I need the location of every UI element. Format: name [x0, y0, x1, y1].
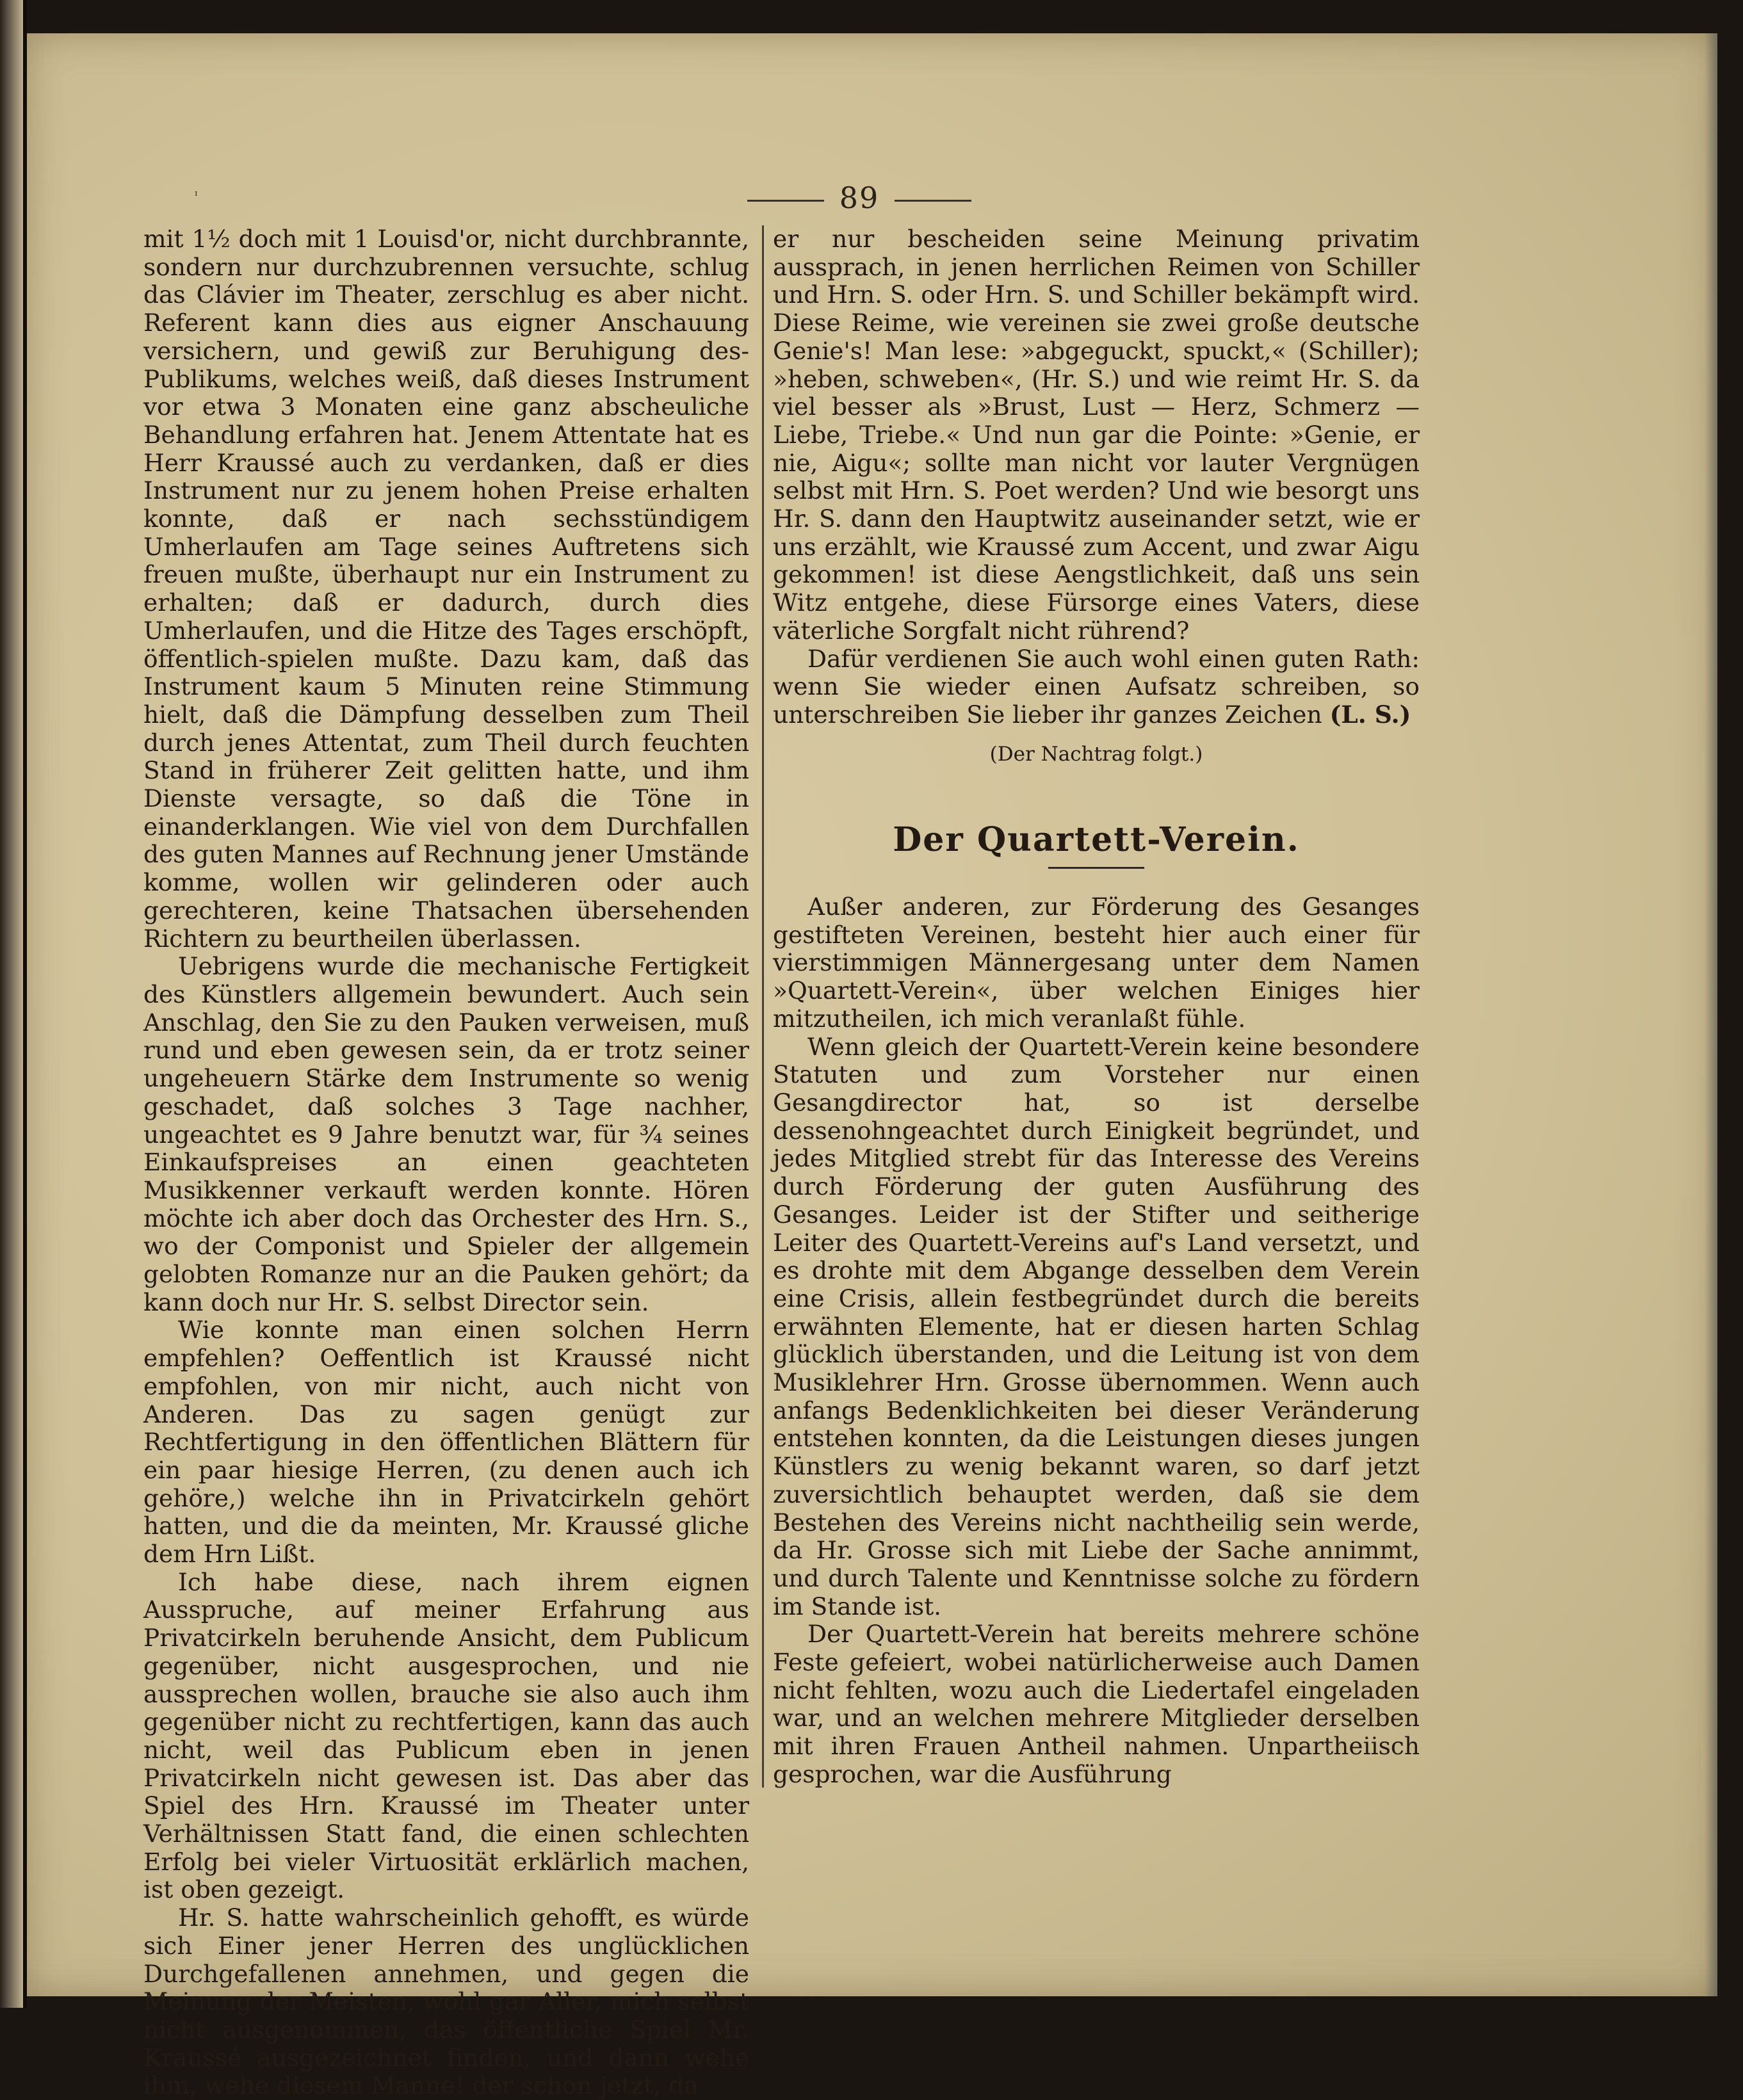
scanned-page — [27, 33, 1717, 2100]
advice-text: Dafür verdienen Sie auch wohl einen guten Rath: wenn Sie wieder einen Aufsatz schreiben, so unterschreiben Sie lieber ihr ganzes Zeichen — [773, 644, 1420, 729]
left-column — [143, 225, 749, 2100]
left-paragraph-4: Ich habe diese, nach ihrem eignen Ausspruche, auf meiner Erfahrung aus Privatcirkeln beruhende Ansicht, dem Publicum gegenüber, nicht ausgesprochen, und nie aussprechen wollen, brauche sie also auch ihm gegenüber nicht zu rechtfertigen, kann das auch nicht, weil das Publicum eben in jenen Privatcirkeln nicht gewesen ist. Das aber das Spiel des Hrn. Kraussé im Theater unter Verhältnissen Statt fand, die einen schlechten Erfolg bei vieler Virtuosität erklärlich machen, ist oben gezeigt. — [143, 1567, 749, 1904]
page-number-header — [667, 181, 1051, 215]
left-paragraph-2: Uebrigens wurde die mechanische Fertigkeit des Künstlers allgemein bewundert. Auch sein Anschlag, den Sie zu den Pauken verweisen, muß rund und eben gewesen sein, da er trotz seiner ungeheuern Stärke dem Instrumente so wenig geschadet, daß solches 3 Tage nachher, ungeachtet es 9 Jahre benutzt war, für ¾ seines Einkaufspreises an einen geachteten Musikkenner verkauft werden konnte. Hören möchte ich aber doch das Orchester des Hrn. S., wo der Componist und Spieler der allgemein gelobten Romanze nur an die Pauken gehört; da kann doch nur Hr. S. selbst Director sein. — [143, 952, 749, 1316]
page-edge-shadow — [1705, 33, 1717, 1996]
signature: (L. S.) — [1329, 700, 1411, 729]
left-paragraph-3: Wie konnte man einen solchen Herrn empfehlen? Oeffentlich ist Kraussé nicht empfohlen, von mir nicht, auch nicht von Anderen. Das zu sagen genügt zur Rechtfertigung in den öffentlichen Blättern für ein paar hiesige Herren, (zu denen auch ich gehöre,) welche ihn in Privatcirkeln gehört hatten, und die da meinten, Mr. Kraussé gliche dem Hrn Lißt. — [143, 1316, 749, 1569]
left-paragraph-5: Hr. S. hatte wahrscheinlich gehofft, es würde sich Einer jener Herren des unglücklichen Durchgefallenen annehmen, und gegen die Meinung der Meisten, wohl gar Aller, mich selbst nicht ausgenommen, das öffentliche Spiel Mr. Kraussé ausgezeichnet finden, und dann wehe ihm, wehe diesem Manne! der schon jetzt, da — [143, 1903, 749, 2100]
continuation-note: (Der Nachtrag folgt.) — [989, 742, 1203, 766]
article-paragraph-1: Außer anderen, zur Förderung des Gesanges gestifteten Vereinen, besteht hier auch einer für vierstimmigen Männergesang unter dem Namen »Quartett-Verein«, über welchen Einiges hier mitzutheilen, ich mich veranlaßt fühle. — [773, 892, 1420, 1033]
right-paragraph-1: er nur bescheiden seine Meinung privatim aussprach, in jenen herrlichen Reimen von Schiller und Hrn. S. oder Hrn. S. und Schiller bekämpft wird. Diese Reime, wie vereinen sie zwei große deutsche Genie's! Man lese: »abgeguckt, spuckt,« (Schiller); »heben, schweben«, (Hr. S.) und wie reimt Hr. S. da viel besser als »Brust, Lust — Herz, Schmerz — Liebe, Triebe.« Und nun gar die Pointe: »Genie, er nie, Aigu«; sollte man nicht vor lauter Vergnügen selbst mit Hrn. S. Poet werden? Und wie besorgt uns Hr. S. dann den Hauptwitz auseinander setzt, wie er uns erzählt, wie Kraussé zum Accent, und zwar Aigu gekommen! ist diese Aengstlichkeit, daß uns sein Witz entgehe, diese Fürsorge eines Vaters, diese väterliche Sorgfalt nicht rührend? — [773, 225, 1420, 645]
header-dash-left — [747, 200, 824, 202]
left-paragraph-1: mit 1½ doch mit 1 Louisd'or, nicht durchbrannte, sondern nur durchzubrennen versuchte, schlug das Clávier im Theater, zerschlug es aber nicht. Referent kann dies aus eigner Anschauung versichern, und gewiß zur Beruhigung des-Publikums, welches weiß, daß dieses Instrument vor etwa 3 Monaten eine ganz abscheuliche Behandlung erfahren hat. Jenem Attentate hat es Herr Kraussé auch zu verdanken, daß er dies Instrument nur zu jenem hohen Preise erhalten konnte, daß er nach sechsstündigem Umherlaufen am Tage seines Auftretens sich freuen mußte, überhaupt nur ein Instrument zu erhalten; daß er dadurch, durch dies Umherlaufen, und die Hitze des Tages erschöpft, öffentlich-spielen mußte. Dazu kam, daß das Instrument kaum 5 Minuten reine Stimmung hielt, daß die Dämpfung desselben zum Theil durch jenes Attentat, zum Theil durch feuchten Stand in früherer Zeit gelitten hatte, und ihm Dienste versagte, so daß die Töne in einanderklangen. Wie viel von dem Durchfallen des guten Mannes auf Rechnung jener Umstände komme, wollen wir gelinderen oder auch gerechteren, keine Thatsachen übersehenden Richtern zu beurtheilen überlassen. — [143, 225, 749, 953]
corner-mark: ᶦ — [195, 188, 199, 204]
column-divider — [762, 225, 764, 1788]
heading-rule — [1048, 867, 1144, 869]
header-dash-right — [895, 200, 971, 202]
article-heading: Der Quartett-Verein. — [893, 820, 1300, 860]
facing-page-edge — [0, 0, 23, 2008]
article-paragraph-3: Der Quartett-Verein hat bereits mehrere schöne Feste gefeiert, wobei natürlicherweise auch Damen nicht fehlten, wozu auch die Liedertafel eingeladen war, und an welchen mehrere Mitglieder derselben mit ihren Frauen Antheil nahmen. Unpartheiisch gesprochen, war die Ausführung — [773, 1620, 1420, 1788]
page-number: 89 — [839, 181, 880, 215]
article-paragraph-2: Wenn gleich der Quartett-Verein keine besondere Statuten und zum Vorsteher nur einen Gesangdirector hat, so ist derselbe dessenohngeachtet durch Einigkeit begründet, und jedes Mitglied strebt für das Interesse des Vereins durch Förderung der guten Ausführung des Gesanges. Leider ist der Stifter und seitherige Leiter des Quartett-Vereins auf's Land versetzt, und es drohte mit dem Abgange desselben dem Verein eine Crisis, allein festbegründet durch die bereits erwähnten Elemente, hat er diesen harten Schlag glücklich überstanden, und die Leitung ist von dem Musiklehrer Hrn. Grosse übernommen. Wenn auch anfangs Bedenklichkeiten bei dieser Veränderung entstehen konnten, da die Leistungen dieses jungen Künstlers zu wenig bekannt waren, so darf jetzt zuversichtlich behauptet werden, daß sie dem Bestehen des Vereins nicht nachtheilig sein werde, da Hr. Grosse sich mit Liebe der Sache annimmt, und durch Talente und Kenntnisse solche zu fördern im Stande ist. — [773, 1032, 1420, 1620]
right-column — [773, 225, 1420, 1789]
right-paragraph-2 — [773, 645, 1420, 729]
